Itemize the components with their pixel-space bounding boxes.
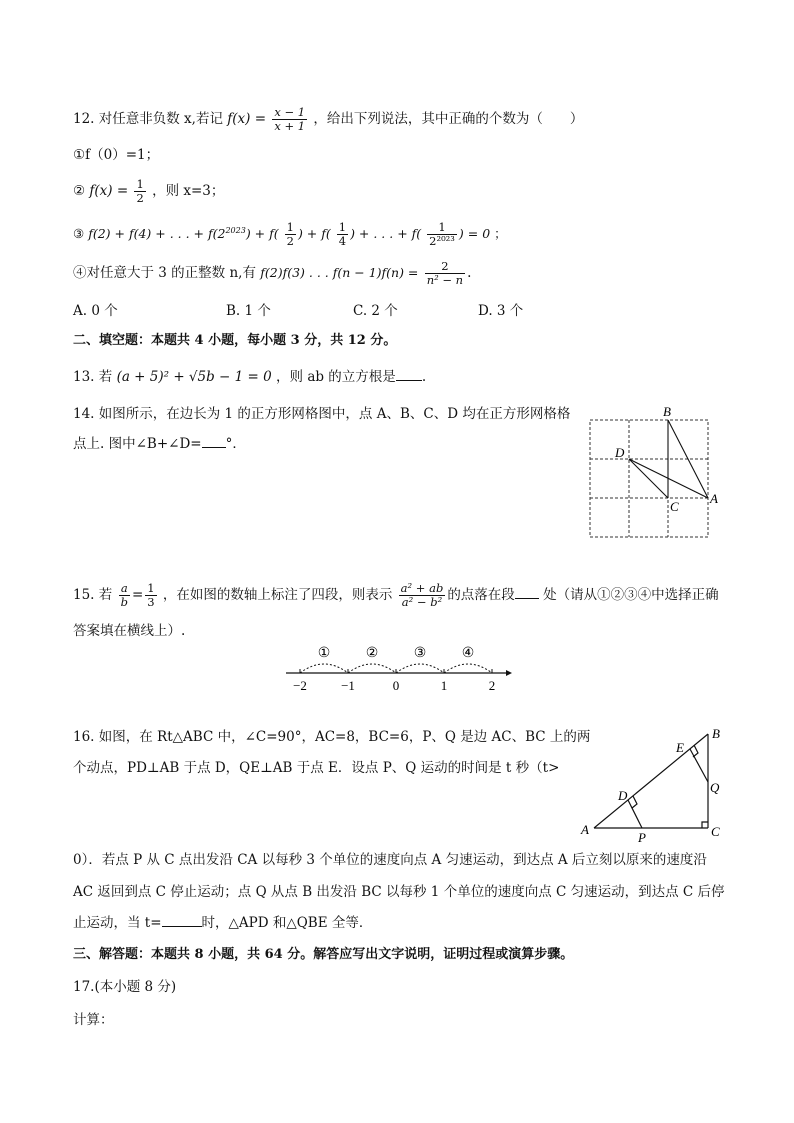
q12-stem-text: 12. 对任意非负数 x,若记 — [73, 111, 223, 127]
q14-line2 — [73, 434, 246, 454]
q15-ratio-num: a — [119, 582, 130, 596]
q16-line5-tail: 时，△APD 和△QBE 全等． — [201, 915, 373, 931]
q12-s4-num: 2 — [425, 260, 465, 274]
q12-s4-tail: . — [467, 265, 472, 281]
q12-s2-marker: ② — [73, 183, 86, 199]
q14-answer-blank[interactable] — [202, 447, 226, 448]
q12-s3-frac1-den: 2 — [286, 234, 294, 249]
q15-expr-den: a² − b² — [401, 595, 443, 609]
q16-line1: 16. 如图，在 Rt△ABC 中，∠C=90°，AC=8，BC=6，P、Q 是边 AC、BC 上的两 — [73, 729, 591, 745]
q12-s2-den: 2 — [136, 191, 144, 205]
q14-label-a: A — [710, 491, 718, 506]
q15-segment-arc — [348, 664, 396, 673]
q12-func-fraction — [272, 106, 307, 133]
q14-label-d: D — [615, 445, 625, 460]
q12-option-c[interactable] — [353, 299, 398, 319]
q15-segment-label: ① — [317, 646, 331, 661]
q12-statement-2 — [73, 178, 224, 205]
q12-s2-fraction — [134, 178, 145, 205]
q15-expr-num: a² + ab — [400, 581, 444, 595]
q17-prompt: 计算： — [73, 1012, 114, 1028]
q15-line2: 答案填在横线上）. — [73, 623, 186, 639]
q12-s3-exp: 2023 — [225, 226, 246, 235]
q12-option-a[interactable] — [73, 299, 118, 319]
q12-s3-expr-b: ) + f( — [245, 226, 279, 242]
q16-line5-text: 止运动，当 t= — [73, 915, 162, 931]
q12-s3-expr-a: f(2) + f(4) + . . . + f(2 — [88, 226, 226, 242]
q15-line1 — [73, 582, 719, 609]
q15-axis-arrow — [506, 670, 512, 676]
q12-option-b-label: B. 1 个 — [226, 303, 271, 319]
q13-prompt: ，则 ab 的立方根是 — [276, 369, 396, 385]
q16-label-p: P — [638, 830, 646, 844]
q12-func-den: x + 1 — [274, 119, 306, 133]
q12-s2-num: 1 — [136, 177, 144, 191]
q12-s3-frac3-den: 2²⁰²³ — [429, 234, 455, 249]
q12-s1-text: ①f（0）=1； — [73, 147, 160, 163]
q15-tick-label: 0 — [392, 678, 400, 693]
q15-number-line — [280, 640, 520, 700]
q12-stem — [73, 106, 583, 133]
q12-s3-expr-d: ) + . . . + f( — [350, 226, 422, 242]
q16-lines — [594, 734, 708, 828]
section-3-heading: 三、解答题：本题共 8 小题，共 64 分。解答应写出文字说明，证明过程或演算步骤。 — [73, 947, 574, 962]
q16-label-c: C — [711, 824, 720, 839]
q12-s3-frac2-den: 4 — [338, 234, 347, 249]
q15-lead: 15. 若 — [73, 587, 113, 603]
q16-line4: AC 返回到点 C 停止运动；点 Q 从点 B 出发沿 BC 以每秒 1 个单位的速度向点 C 匀速运动，到达点 C 后停 — [73, 884, 725, 900]
q15-value-fraction — [145, 582, 156, 609]
q15-segment-label: ② — [365, 646, 379, 661]
q12-s3-frac3-num: 1 — [427, 221, 457, 235]
q12-s4-expr: f(2)f(3) . . . f(n − 1)f(n) = — [260, 265, 419, 280]
q13-tail: . — [421, 369, 427, 385]
q15-value-num: 1 — [147, 581, 155, 595]
q15-prompt: ，在如图的数轴上标注了四段，则表示 — [162, 587, 393, 603]
q16-label-d: D — [618, 788, 628, 803]
q15-tick-label: 1 — [440, 678, 448, 693]
q15-ratio-den: b — [120, 595, 128, 609]
q15-ratio-fraction — [119, 582, 130, 609]
q12-option-b[interactable] — [226, 299, 271, 319]
q12-s3-frac2 — [337, 221, 348, 248]
q15-segment-arc — [396, 664, 444, 673]
q12-s4-den: n² − n — [426, 273, 464, 287]
q15-equals: = — [131, 587, 144, 603]
q12-option-d-label: D. 3 个 — [478, 303, 524, 319]
q16-line2: 个动点，PD⊥AB 于点 D，QE⊥AB 于点 E．设点 P、Q 运动的时间是 t 秒（t> — [73, 760, 560, 776]
q14-label-b: B — [663, 404, 671, 419]
q15-prompt-2: 的点落在段 — [447, 587, 515, 603]
q12-statement-1 — [73, 145, 159, 165]
q15-tick-label: 2 — [488, 678, 496, 693]
q15-arcs — [300, 646, 492, 673]
q12-option-d[interactable] — [478, 299, 523, 319]
q12-statement-3 — [73, 221, 507, 248]
q12-s3-expr-e: ) = 0 — [458, 226, 491, 242]
q12-s4-fraction — [425, 260, 465, 287]
q16-label-b: B — [712, 726, 720, 741]
q14-line2-tail: °． — [225, 436, 246, 452]
q12-stem-tail: ，给出下列说法，其中正确的个数为（ ） — [313, 111, 584, 127]
q12-option-a-label: A. 0 个 — [73, 303, 118, 319]
q12-func-num: x − 1 — [274, 105, 306, 119]
q15-expr-fraction — [399, 582, 446, 609]
q15-tick-label: −2 — [293, 678, 307, 693]
q12-s3-expr-c: ) + f( — [297, 226, 331, 242]
q12-s3-frac1 — [285, 221, 296, 248]
q14-label-c: C — [670, 499, 679, 514]
q12-s3-frac1-num: 1 — [286, 220, 294, 235]
q15-prompt-3: 处（请从①②③④中选择正确 — [543, 587, 719, 603]
q12-s4-text: ④对任意大于 3 的正整数 n,有 — [73, 265, 256, 281]
q16-answer-blank[interactable] — [162, 926, 202, 927]
q15-tick-label: −1 — [341, 678, 355, 693]
q14-grid-figure — [580, 400, 720, 540]
q12-statement-4 — [73, 260, 471, 287]
section-2-heading: 二、填空题：本题共 4 小题，每小题 3 分，共 12 分。 — [73, 333, 397, 348]
q13 — [73, 367, 426, 387]
q15-segment-arc — [444, 664, 492, 673]
q15-segment-label: ③ — [413, 646, 427, 661]
q12-s3-tail: ； — [494, 226, 507, 242]
q15-value-den: 3 — [147, 595, 155, 609]
q14-line1: 14. 如图所示，在边长为 1 的正方形网格图中，点 A、B、C、D 均在正方形网格格 — [73, 406, 571, 422]
q12-s3-frac3 — [427, 221, 457, 248]
q16-line3: 0）．若点 P 从 C 点出发沿 CA 以每秒 3 个单位的速度向点 A 匀速运动，到达点 A 后立刻以原来的速度沿 — [73, 852, 707, 868]
q16-line5 — [73, 913, 372, 933]
q12-func-lhs: f(x) = — [227, 111, 267, 127]
q13-lead: 13. 若 — [73, 369, 113, 385]
q13-answer-blank[interactable] — [396, 380, 422, 381]
q12-s2-tail: ，则 x=3； — [152, 183, 225, 199]
q12-s3-marker: ③ — [73, 226, 85, 242]
q16-triangle-figure — [578, 724, 728, 844]
q13-expr: (a + 5)² + √5b − 1 = 0 — [116, 369, 272, 385]
q12-option-c-label: C. 2 个 — [353, 303, 398, 319]
q15-segment-label: ④ — [461, 646, 475, 661]
q14-line2-text: 点上. 图中∠B+∠D= — [73, 436, 202, 452]
q17-title: 17.(本小题 8 分) — [73, 979, 177, 995]
q15-segment-arc — [300, 664, 348, 673]
q15-answer-blank[interactable] — [515, 598, 539, 599]
q12-s3-frac2-num: 1 — [338, 220, 347, 235]
q16-label-q: Q — [710, 780, 720, 795]
q16-label-e: E — [676, 740, 684, 755]
q16-label-a: A — [581, 822, 589, 837]
q12-s2-lhs: f(x) = — [89, 183, 129, 199]
